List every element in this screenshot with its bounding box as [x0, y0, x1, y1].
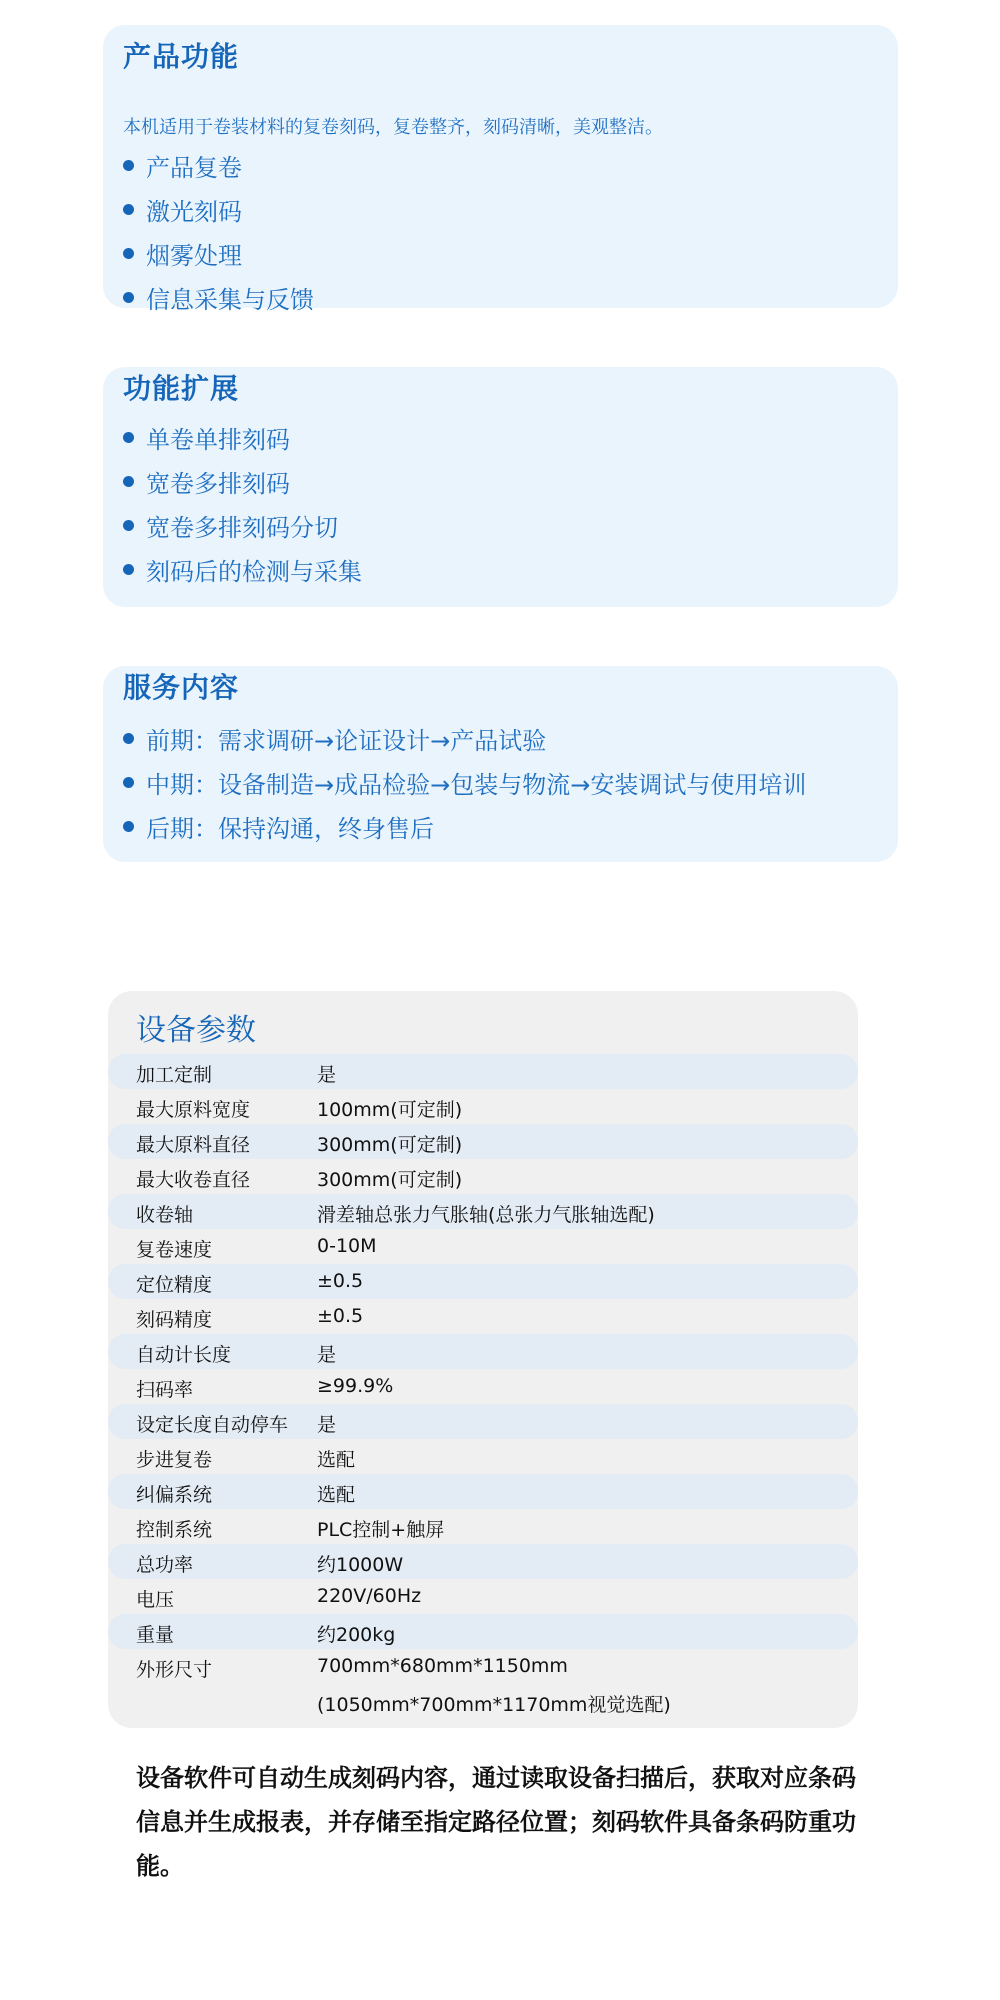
service-content-card [103, 666, 898, 862]
equipment-parameters-title: 设备参数 [136, 1013, 256, 1048]
table-row [108, 1369, 858, 1404]
table-row [108, 1229, 858, 1264]
bullet-icon [123, 432, 134, 443]
param-value: 0-10M [317, 1235, 377, 1257]
table-row [108, 1404, 858, 1439]
param-value: 约1000W [317, 1554, 404, 1576]
bullet-icon [123, 204, 134, 215]
bullet-icon [123, 733, 134, 744]
table-row [108, 1614, 858, 1649]
param-label: 电压 [136, 1589, 175, 1611]
param-value: 选配 [317, 1484, 356, 1506]
bullet-icon [123, 248, 134, 259]
param-label: 总功率 [136, 1554, 194, 1576]
param-value: 约200kg [317, 1624, 396, 1646]
param-label: 步进复卷 [136, 1449, 213, 1471]
table-row [108, 1124, 858, 1159]
function-extensions-card [103, 367, 898, 607]
param-value: ±0.5 [317, 1270, 364, 1292]
param-label: 最大收卷直径 [136, 1169, 251, 1191]
param-label: 最大原料宽度 [136, 1099, 251, 1121]
param-value: 选配 [317, 1449, 356, 1471]
list-item [123, 415, 362, 459]
list-item-text: 后期：保持沟通，终身售后 [146, 814, 434, 843]
table-row [108, 1579, 858, 1614]
param-label: 刻码精度 [136, 1309, 213, 1331]
product-features-card [103, 25, 898, 314]
table-row [108, 1159, 858, 1194]
param-value: 300mm(可定制) [317, 1134, 463, 1156]
param-value: PLC控制+触屏 [317, 1519, 445, 1541]
param-label: 外形尺寸 [136, 1659, 213, 1681]
list-item-text: 宽卷多排刻码分切 [146, 513, 338, 542]
param-value-secondary: (1050mm*700mm*1170mm视觉选配) [317, 1694, 671, 1716]
bullet-icon [123, 160, 134, 171]
param-value: 是 [317, 1414, 337, 1436]
list-item [123, 231, 314, 275]
param-label: 设定长度自动停车 [136, 1414, 289, 1436]
list-item-text: 产品复卷 [146, 153, 242, 182]
list-item [123, 503, 362, 547]
product-features-description: 本机适用于卷装材料的复卷刻码，复卷整齐，刻码清晰，美观整洁。 [123, 117, 663, 138]
list-item-text: 中期：设备制造→成品检验→包装与物流→安装调试与使用培训 [146, 770, 807, 799]
list-item [123, 716, 806, 760]
table-row [108, 1194, 858, 1229]
software-description-text: 设备软件可自动生成刻码内容，通过读取设备扫描后，获取对应条码信息并生成报表，并存储至指定路径位置；刻码软件具备条码防重功能。 [136, 1764, 856, 1880]
param-label: 收卷轴 [136, 1204, 194, 1226]
table-row [108, 1509, 858, 1544]
bullet-icon [123, 821, 134, 832]
list-item-text: 宽卷多排刻码 [146, 469, 290, 498]
product-features-list [123, 143, 314, 319]
param-value: 是 [317, 1064, 337, 1086]
table-row [108, 1474, 858, 1509]
bullet-icon [123, 476, 134, 487]
param-label: 扫码率 [136, 1379, 194, 1401]
list-item-text: 单卷单排刻码 [146, 425, 290, 454]
param-label: 重量 [136, 1624, 175, 1646]
list-item [123, 459, 362, 503]
service-content-title: 服务内容 [123, 671, 240, 704]
equipment-parameters-card [108, 991, 858, 1728]
list-item [123, 187, 314, 231]
product-features-title: 产品功能 [123, 40, 240, 73]
param-value: 220V/60Hz [317, 1585, 422, 1607]
param-value: ±0.5 [317, 1305, 364, 1327]
list-item [123, 547, 362, 591]
list-item [123, 760, 806, 804]
param-label: 最大原料直径 [136, 1134, 251, 1156]
parameters-table [108, 1054, 858, 1717]
param-label: 自动计长度 [136, 1344, 232, 1366]
table-row [108, 1439, 858, 1474]
bullet-icon [123, 777, 134, 788]
table-row [108, 1089, 858, 1124]
service-content-list [123, 716, 806, 848]
param-value: ≥99.9% [317, 1375, 394, 1397]
param-value: 300mm(可定制) [317, 1169, 463, 1191]
list-item-text: 激光刻码 [146, 197, 242, 226]
param-label: 控制系统 [136, 1519, 213, 1541]
bullet-icon [123, 520, 134, 531]
list-item-text: 烟雾处理 [146, 241, 242, 270]
list-item [123, 275, 314, 319]
bullet-icon [123, 564, 134, 575]
list-item-text: 信息采集与反馈 [146, 285, 314, 314]
param-value: 是 [317, 1344, 337, 1366]
param-value: 滑差轴总张力气胀轴(总张力气胀轴选配) [317, 1204, 655, 1226]
param-value: 700mm*680mm*1150mm [317, 1655, 568, 1677]
function-extensions-list [123, 415, 362, 591]
list-item-text: 刻码后的检测与采集 [146, 557, 362, 586]
param-label: 复卷速度 [136, 1239, 213, 1261]
table-row [108, 1054, 858, 1089]
table-row [108, 1264, 858, 1299]
table-row [108, 1649, 858, 1717]
bullet-icon [123, 292, 134, 303]
param-value: 100mm(可定制) [317, 1099, 463, 1121]
list-item [123, 804, 806, 848]
param-label: 纠偏系统 [136, 1484, 213, 1506]
list-item-text: 前期：需求调研→论证设计→产品试验 [146, 726, 547, 755]
table-row [108, 1544, 858, 1579]
function-extensions-title: 功能扩展 [123, 372, 240, 405]
table-row [108, 1334, 858, 1369]
param-label: 定位精度 [136, 1274, 213, 1296]
param-label: 加工定制 [136, 1064, 213, 1086]
list-item [123, 143, 314, 187]
table-row [108, 1299, 858, 1334]
